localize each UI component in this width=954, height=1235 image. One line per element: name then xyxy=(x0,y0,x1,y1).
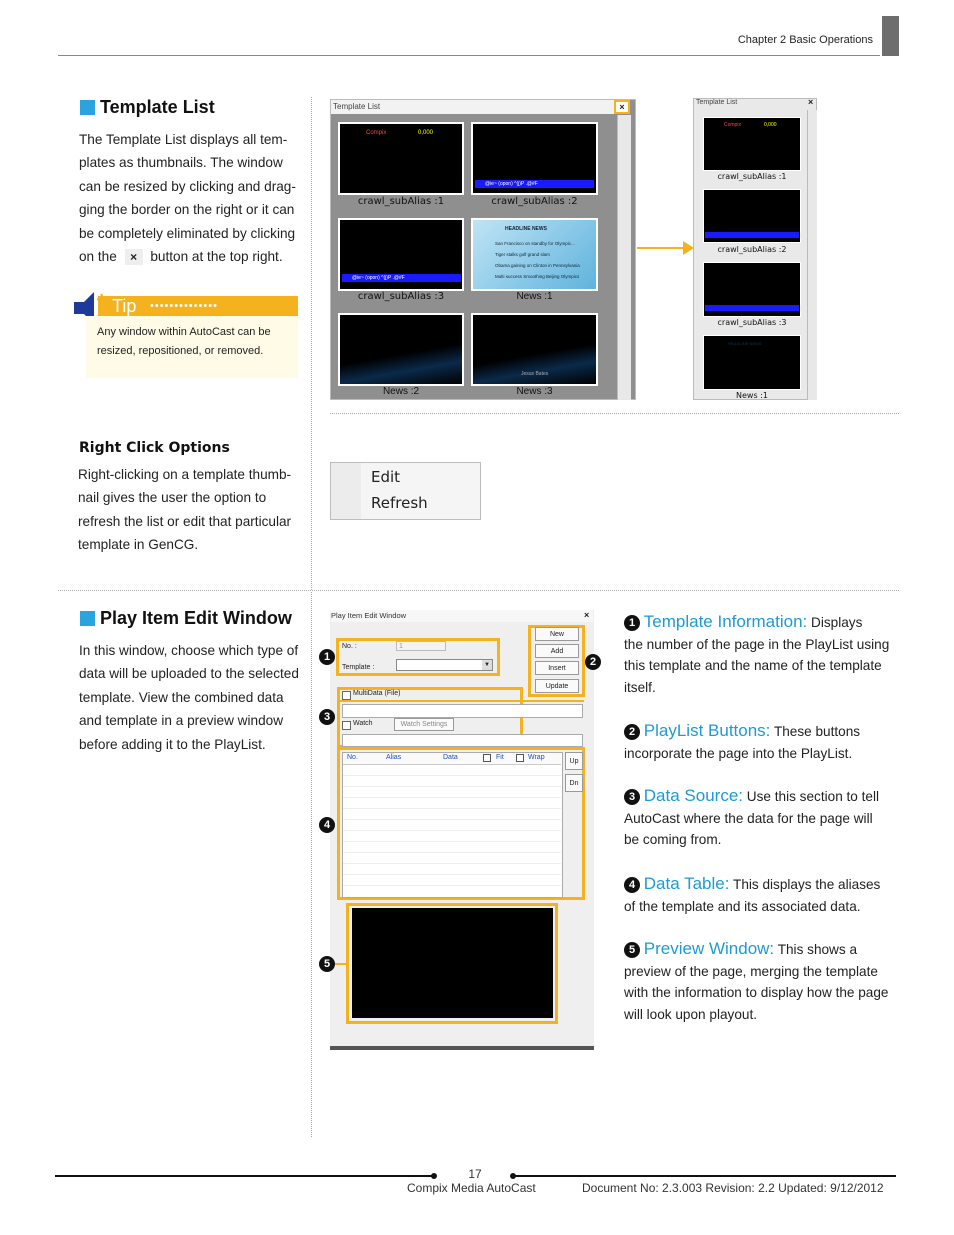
table-rows xyxy=(343,765,561,895)
footer-product: Compix Media AutoCast xyxy=(407,1181,536,1195)
tip-dots: •••••••••••••• xyxy=(150,300,218,312)
play-item-paragraph: In this window, choose which type of data will be uploaded to the selected template. View the combined data and template in a preview window before adding it to the PlayList. xyxy=(79,643,299,752)
template-thumbnail[interactable]: HEADLINE NEWS xyxy=(703,335,801,390)
page-number: 17 xyxy=(468,1167,482,1181)
multidata-checkbox[interactable] xyxy=(342,691,351,700)
template-list-paragraph: The Template List displays all tem- plates as thumbnails. The window can be resized by clicking and drag- ging the border on the right or it can be completely eliminated by clicking on the × button at the top right. xyxy=(79,132,296,265)
thumbnail-caption: crawl_subAlias :3 xyxy=(357,291,445,302)
template-thumbnail[interactable] xyxy=(703,189,801,243)
item-data-table: 4 Data Table: This displays the aliases of the template and its associated data. xyxy=(624,874,881,914)
item-playlist-buttons: 2 PlayList Buttons: These buttons incorporate the page into the PlayList. xyxy=(624,721,861,761)
item-data-source: 3 Data Source: Use this section to tell AutoCast where the data for the page will be coming from. xyxy=(624,786,880,847)
template-thumbnail[interactable]: HEADLINE NEWS San Francisco on standby for Olympic... Tiger stalks golf grand slam Obama gaining on Clinton in Pennsylvania Multi success Smoothing Beijing Olympics xyxy=(471,218,598,291)
resize-arrow xyxy=(637,247,685,249)
tip-label: Tip xyxy=(112,296,137,316)
chapter-title: Chapter 2 Basic Operations xyxy=(737,34,873,46)
window-bottom-edge xyxy=(330,1046,594,1050)
close-icon: × xyxy=(125,249,143,265)
watch-checkbox[interactable] xyxy=(342,721,351,730)
right-click-paragraph: Right-clicking on a template thumb- nail gives the user the option to refresh the list or edit that particular template in GenCG. xyxy=(78,467,292,553)
heading-square-icon xyxy=(80,611,95,626)
close-button[interactable]: × xyxy=(584,610,590,620)
context-menu-gutter xyxy=(331,463,361,519)
column-separator-bottom xyxy=(311,592,312,1137)
highlight-edge xyxy=(337,700,584,702)
template-thumbnail[interactable]: Compix 0,000 xyxy=(338,122,464,195)
number-field[interactable]: 1 xyxy=(396,641,446,651)
footer-rule-left xyxy=(55,1175,433,1177)
footer-rule-right xyxy=(514,1175,896,1177)
add-button[interactable]: Add xyxy=(535,644,579,658)
file-path-field[interactable] xyxy=(342,704,583,718)
column-header-no[interactable]: No. xyxy=(347,754,358,761)
thumbnail-caption: News :3 xyxy=(516,386,553,397)
item-preview-window: 5 Preview Window: This shows a preview of the page, merging the template with the information to display how the page will look upon playout. xyxy=(624,939,889,1022)
header-rule xyxy=(58,55,880,56)
insert-button[interactable]: Insert xyxy=(535,661,579,675)
window-title: Template List xyxy=(696,99,738,106)
move-up-button[interactable]: Up xyxy=(565,752,583,770)
thumbnail-caption: crawl_subAlias :2 xyxy=(717,245,787,254)
footer-document-info: Document No: 2.3.003 Revision: 2.2 Updated: 9/12/2012 xyxy=(582,1181,884,1195)
close-button[interactable]: × xyxy=(808,97,814,107)
template-thumbnail[interactable]: @ie~ (opon) ^(j)P .@#F xyxy=(338,218,464,291)
heading-square-icon xyxy=(80,100,95,115)
column-header-fit[interactable]: Fit xyxy=(496,754,504,761)
preview-window xyxy=(352,908,553,1018)
template-thumbnail[interactable] xyxy=(703,262,801,317)
close-button[interactable]: × xyxy=(614,100,630,114)
play-item-heading: Play Item Edit Window xyxy=(80,608,292,629)
watch-settings-button[interactable]: Watch Settings xyxy=(394,718,454,731)
thumbnail-caption: crawl_subAlias :2 xyxy=(491,196,578,207)
column-header-wrap[interactable]: Wrap xyxy=(528,754,545,761)
window-title: Template List xyxy=(331,100,629,114)
thumbnail-caption: crawl_subAlias :1 xyxy=(357,196,445,207)
marker-3: 3 xyxy=(319,709,335,725)
menu-item-edit[interactable]: Edit xyxy=(371,468,401,486)
update-button[interactable]: Update xyxy=(535,679,579,693)
new-button[interactable]: New xyxy=(535,627,579,641)
thumbnail-caption: News :1 xyxy=(516,291,553,302)
watch-path-field[interactable] xyxy=(342,734,583,747)
footer-dot xyxy=(431,1173,437,1179)
marker-1: 1 xyxy=(319,649,335,665)
marker-4: 4 xyxy=(319,817,335,833)
scrollbar[interactable] xyxy=(807,110,817,400)
wrap-checkbox[interactable] xyxy=(516,754,524,762)
template-thumbnail[interactable]: Compix 0,000 xyxy=(703,117,801,171)
template-thumbnail[interactable]: @ie~ (opon) ^(j)P .@#F xyxy=(471,122,598,195)
menu-item-refresh[interactable]: Refresh xyxy=(371,494,428,512)
move-down-button[interactable]: Dn xyxy=(565,774,583,792)
header-tab xyxy=(882,16,899,56)
template-thumbnail[interactable]: Jesus Bates xyxy=(471,313,598,386)
column-header-data[interactable]: Data xyxy=(443,754,458,761)
fit-checkbox[interactable] xyxy=(483,754,491,762)
section-divider xyxy=(330,413,899,414)
column-separator-top xyxy=(311,97,312,590)
column-header-alias[interactable]: Alias xyxy=(386,754,402,761)
chevron-down-icon: ▼ xyxy=(482,660,492,670)
marker-5: 5 xyxy=(319,956,335,972)
thumbnail-caption: crawl_subAlias :1 xyxy=(717,172,787,181)
template-thumbnail[interactable] xyxy=(338,313,464,386)
marker-line xyxy=(334,963,347,965)
marker-2: 2 xyxy=(585,654,601,670)
template-select[interactable] xyxy=(396,659,493,671)
thumbnail-caption: News :1 xyxy=(736,391,768,400)
tip-text: Any window within AutoCast can be resized, repositioned, or removed. xyxy=(97,326,271,357)
thumbnail-caption: News :2 xyxy=(382,386,420,397)
right-click-heading: Right Click Options xyxy=(79,440,230,456)
window-title: Play Item Edit Window xyxy=(331,610,593,622)
item-template-information: 1 Template Information: Displays the number of the page in the PlayList using this template and the name of the template itself. xyxy=(624,612,890,695)
scrollbar[interactable] xyxy=(617,115,631,400)
thumbnail-caption: crawl_subAlias :3 xyxy=(717,318,787,327)
section-divider xyxy=(58,590,899,591)
template-list-heading: Template List xyxy=(80,97,215,118)
